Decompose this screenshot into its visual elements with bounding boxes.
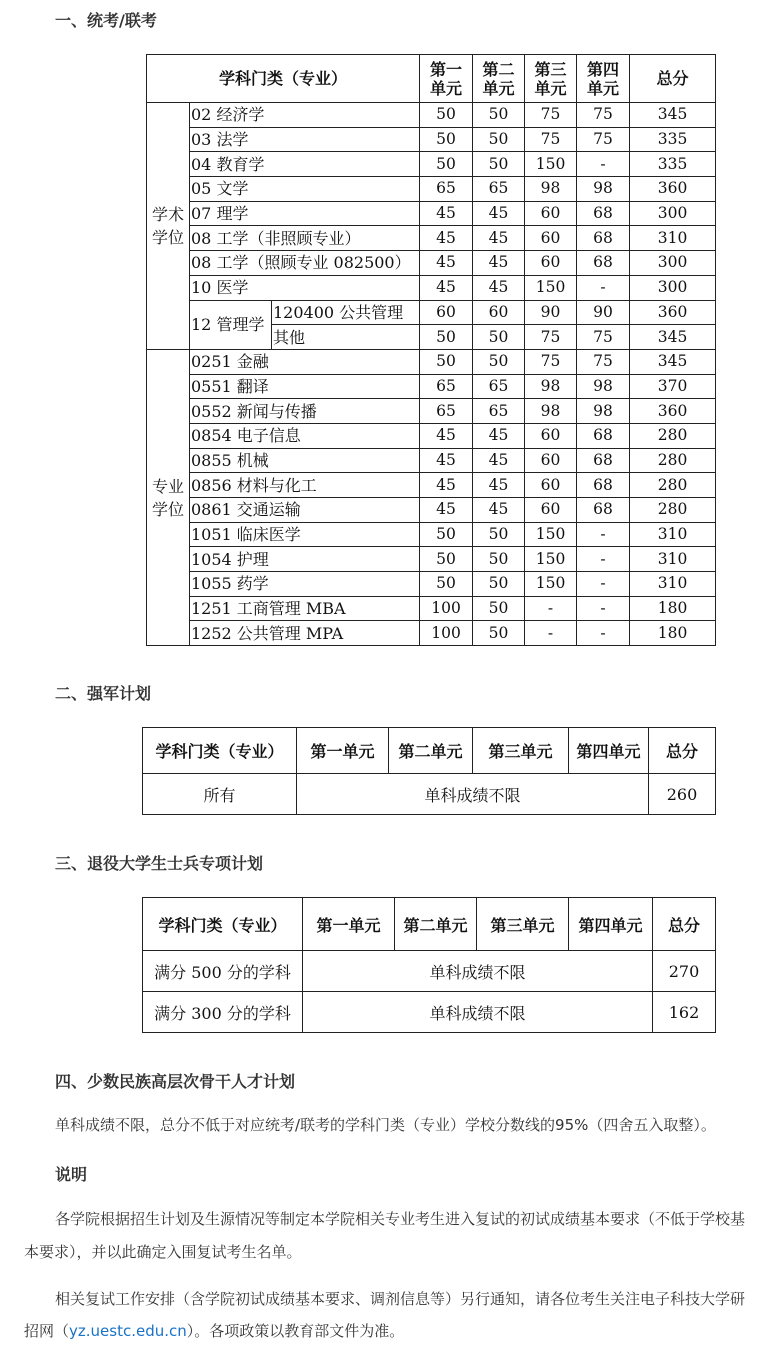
unit-score-cell: 45 — [473, 226, 525, 251]
discipline-cell: 0552 新闻与传播 — [190, 399, 420, 424]
notes-text-pre: 招网（ — [24, 1322, 70, 1340]
total-cell: 345 — [630, 103, 716, 128]
unit-score-cell: 68 — [577, 226, 630, 251]
header-unit4: 第四单元 — [569, 898, 653, 951]
table-row — [147, 103, 716, 128]
discipline-cell: 1252 公共管理 MPA — [190, 621, 420, 646]
section2-heading: 二、强军计划 — [55, 684, 152, 703]
unit-score-cell: 50 — [473, 621, 525, 646]
header-total: 总分 — [630, 55, 716, 103]
total-cell: 280 — [630, 423, 716, 448]
discipline-cell: 03 法学 — [190, 127, 420, 152]
unit-score-cell: 65 — [473, 399, 525, 424]
discipline-cell: 08 工学（照顾专业 082500） — [190, 251, 420, 276]
table-row — [143, 774, 716, 815]
notes-paragraph1-line1: 各学院根据招生计划及生源情况等制定本学院相关专业考生进入复试的初试成绩基本要求（不低于学校基 — [55, 1210, 746, 1228]
discipline-cell: 满分 500 分的学科 — [143, 951, 303, 992]
unit-score-cell: - — [525, 596, 577, 621]
header-unit2: 第二单元 — [395, 898, 477, 951]
total-cell: 300 — [630, 275, 716, 300]
header-unit3: 第三 单元 — [525, 55, 577, 103]
total-cell: 370 — [630, 374, 716, 399]
total-cell: 310 — [630, 572, 716, 597]
veteran-plan-table — [142, 897, 716, 1033]
table-row — [147, 596, 716, 621]
unit-score-cell: 98 — [577, 374, 630, 399]
discipline-cell: 05 文学 — [190, 177, 420, 202]
table-row — [147, 498, 716, 523]
header-discipline: 学科门类（专业） — [143, 898, 303, 951]
unit-score-cell: 60 — [525, 423, 577, 448]
unit-score-cell: 60 — [525, 473, 577, 498]
unit-score-cell: 65 — [420, 399, 473, 424]
discipline-cell: 07 理学 — [190, 201, 420, 226]
total-cell: 335 — [630, 127, 716, 152]
table-header-row — [143, 898, 716, 951]
notes-paragraph2-line2 — [24, 1321, 404, 1341]
unit-score-cell: 60 — [525, 201, 577, 226]
unit-score-cell: 75 — [577, 349, 630, 374]
unit-score-cell: 45 — [420, 498, 473, 523]
total-cell: 180 — [630, 621, 716, 646]
academic-degree-label: 学术学位 — [147, 103, 190, 350]
unit-score-cell: 60 — [525, 498, 577, 523]
total-cell: 310 — [630, 547, 716, 572]
notes-heading: 说明 — [55, 1165, 88, 1184]
header-unit4: 第四 单元 — [577, 55, 630, 103]
total-cell: 162 — [653, 992, 716, 1033]
total-cell: 180 — [630, 596, 716, 621]
unit-score-cell: 50 — [473, 596, 525, 621]
table-row — [147, 127, 716, 152]
unit-score-cell: 75 — [577, 325, 630, 350]
notes-paragraph2-line1: 相关复试工作安排（含学院初试成绩基本要求、调剂信息等）另行通知，请各位考生关注电子科技大学研 — [55, 1290, 746, 1308]
military-plan-table — [142, 727, 716, 815]
discipline-cell: 08 工学（非照顾专业） — [190, 226, 420, 251]
unit-score-cell: 50 — [473, 547, 525, 572]
unit-score-cell: 65 — [420, 177, 473, 202]
unit-score-cell: 45 — [420, 423, 473, 448]
discipline-cell: 1054 护理 — [190, 547, 420, 572]
discipline-cell: 0551 翻译 — [190, 374, 420, 399]
unit-score-cell: 68 — [577, 251, 630, 276]
unit-score-cell: 45 — [420, 201, 473, 226]
unit-score-cell: 45 — [473, 498, 525, 523]
sub-discipline-cell: 120400 公共管理 — [272, 300, 420, 325]
table-header-row — [147, 55, 716, 103]
unit-score-cell: 50 — [420, 152, 473, 177]
discipline-cell: 1051 临床医学 — [190, 522, 420, 547]
unit-score-cell: 68 — [577, 498, 630, 523]
discipline-cell: 0854 电子信息 — [190, 423, 420, 448]
unit-score-cell: 98 — [525, 374, 577, 399]
unit-score-cell: 75 — [525, 325, 577, 350]
unit-score-cell: 98 — [577, 399, 630, 424]
unit-score-cell: - — [577, 596, 630, 621]
table-row — [147, 300, 716, 325]
table-row — [147, 275, 716, 300]
table-row — [147, 251, 716, 276]
unit-score-cell: 68 — [577, 423, 630, 448]
unit-score-cell: 50 — [420, 103, 473, 128]
unit-score-cell: 50 — [473, 152, 525, 177]
unit-score-cell: 50 — [473, 127, 525, 152]
discipline-cell: 04 教育学 — [190, 152, 420, 177]
unit-score-cell: 50 — [473, 103, 525, 128]
table-row — [147, 399, 716, 424]
unit-score-cell: - — [577, 621, 630, 646]
table-row — [147, 374, 716, 399]
table-row — [147, 448, 716, 473]
header-unit3: 第三单元 — [473, 728, 569, 774]
table-row — [143, 951, 716, 992]
total-cell: 360 — [630, 300, 716, 325]
notes-paragraph1-line2: 本要求），并以此确定入围复试考生名单。 — [24, 1243, 302, 1261]
total-cell: 280 — [630, 498, 716, 523]
total-cell: 300 — [630, 201, 716, 226]
header-unit2: 第二 单元 — [473, 55, 525, 103]
unit-note-cell: 单科成绩不限 — [303, 951, 653, 992]
unit-score-cell: 90 — [525, 300, 577, 325]
unit-score-cell: 45 — [420, 251, 473, 276]
unit-score-cell: 60 — [525, 226, 577, 251]
header-discipline: 学科门类（专业） — [143, 728, 297, 774]
unit-score-cell: 98 — [577, 177, 630, 202]
unit-score-cell: 45 — [473, 201, 525, 226]
unit-score-cell: 150 — [525, 547, 577, 572]
unit-score-cell: 98 — [525, 177, 577, 202]
unit-score-cell: 50 — [473, 522, 525, 547]
header-discipline: 学科门类（专业） — [147, 55, 420, 103]
unit-score-cell: 45 — [473, 473, 525, 498]
header-total: 总分 — [653, 898, 716, 951]
header-unit2: 第二单元 — [389, 728, 473, 774]
unit-score-cell: 45 — [473, 275, 525, 300]
unit-score-cell: - — [577, 152, 630, 177]
table-row — [143, 992, 716, 1033]
section4-heading: 四、少数民族高层次骨干人才计划 — [55, 1072, 296, 1091]
header-total: 总分 — [649, 728, 716, 774]
header-unit4: 第四单元 — [569, 728, 649, 774]
total-cell: 300 — [630, 251, 716, 276]
header-unit3: 第三单元 — [477, 898, 569, 951]
total-cell: 360 — [630, 177, 716, 202]
unit-score-cell: - — [525, 621, 577, 646]
table-row — [147, 201, 716, 226]
unit-score-cell: 75 — [577, 103, 630, 128]
unit-score-cell: 68 — [577, 201, 630, 226]
header-unit1: 第一单元 — [303, 898, 395, 951]
unit-score-cell: 75 — [577, 127, 630, 152]
unit-score-cell: 150 — [525, 572, 577, 597]
professional-degree-label: 专业学位 — [147, 349, 190, 645]
unit-score-cell: 60 — [525, 448, 577, 473]
total-cell: 310 — [630, 226, 716, 251]
unit-score-cell: 75 — [525, 103, 577, 128]
total-cell: 345 — [630, 349, 716, 374]
unit-score-cell: 98 — [525, 399, 577, 424]
header-unit1: 第一单元 — [297, 728, 389, 774]
unit-score-cell: 45 — [420, 473, 473, 498]
discipline-cell: 0251 金融 — [190, 349, 420, 374]
table-header-row — [143, 728, 716, 774]
unit-score-cell: 45 — [420, 226, 473, 251]
unit-score-cell: - — [577, 547, 630, 572]
unit-score-cell: 50 — [473, 349, 525, 374]
discipline-cell: 0855 机械 — [190, 448, 420, 473]
unit-score-cell: 50 — [420, 572, 473, 597]
table-row — [147, 572, 716, 597]
unit-score-cell: 150 — [525, 275, 577, 300]
unit-score-cell: 75 — [525, 349, 577, 374]
recruitment-site-link[interactable]: yz.uestc.edu.cn — [69, 1322, 187, 1340]
discipline-cell: 0861 交通运输 — [190, 498, 420, 523]
table-row — [147, 226, 716, 251]
total-cell: 280 — [630, 473, 716, 498]
total-cell: 270 — [653, 951, 716, 992]
table-row — [147, 152, 716, 177]
table-row — [147, 547, 716, 572]
unit-score-cell: - — [577, 522, 630, 547]
section4-text: 单科成绩不限，总分不低于对应统考/联考的学科门类（专业）学校分数线的95%（四舍五入取整）。 — [55, 1116, 716, 1134]
unit-score-cell: 75 — [525, 127, 577, 152]
unit-score-cell: 50 — [420, 325, 473, 350]
total-cell: 280 — [630, 448, 716, 473]
unit-score-cell: 45 — [473, 251, 525, 276]
unit-score-cell: 45 — [473, 448, 525, 473]
unit-score-cell: - — [577, 572, 630, 597]
unit-score-cell: 65 — [420, 374, 473, 399]
unit-score-cell: 45 — [420, 275, 473, 300]
unit-score-cell: 60 — [420, 300, 473, 325]
header-unit1: 第一 单元 — [420, 55, 473, 103]
unit-score-cell: 50 — [473, 572, 525, 597]
unit-score-cell: 50 — [473, 325, 525, 350]
discipline-cell: 1251 工商管理 MBA — [190, 596, 420, 621]
unit-note-cell: 单科成绩不限 — [303, 992, 653, 1033]
table-row — [147, 423, 716, 448]
total-cell: 310 — [630, 522, 716, 547]
unified-exam-table — [146, 54, 716, 646]
unit-score-cell: 65 — [473, 177, 525, 202]
unit-score-cell: 68 — [577, 448, 630, 473]
unit-score-cell: 50 — [420, 349, 473, 374]
unit-score-cell: 60 — [473, 300, 525, 325]
discipline-cell: 所有 — [143, 774, 297, 815]
management-discipline-cell: 12 管理学 — [190, 300, 272, 349]
table-row — [147, 177, 716, 202]
unit-score-cell: 150 — [525, 152, 577, 177]
unit-score-cell: 90 — [577, 300, 630, 325]
section3-heading: 三、退役大学生士兵专项计划 — [55, 854, 264, 873]
unit-note-cell: 单科成绩不限 — [297, 774, 649, 815]
unit-score-cell: 60 — [525, 251, 577, 276]
table-row — [147, 349, 716, 374]
table-row — [147, 621, 716, 646]
unit-score-cell: 100 — [420, 621, 473, 646]
unit-score-cell: 150 — [525, 522, 577, 547]
unit-score-cell: - — [577, 275, 630, 300]
discipline-cell: 满分 300 分的学科 — [143, 992, 303, 1033]
unit-score-cell: 45 — [420, 448, 473, 473]
total-cell: 360 — [630, 399, 716, 424]
discipline-cell: 0856 材料与化工 — [190, 473, 420, 498]
total-cell: 335 — [630, 152, 716, 177]
table-row — [147, 522, 716, 547]
unit-score-cell: 50 — [420, 522, 473, 547]
discipline-cell: 10 医学 — [190, 275, 420, 300]
unit-score-cell: 100 — [420, 596, 473, 621]
section1-heading: 一、统考/联考 — [55, 11, 157, 30]
unit-score-cell: 65 — [473, 374, 525, 399]
table-row — [147, 473, 716, 498]
unit-score-cell: 50 — [420, 547, 473, 572]
total-cell: 345 — [630, 325, 716, 350]
unit-score-cell: 50 — [420, 127, 473, 152]
discipline-cell: 02 经济学 — [190, 103, 420, 128]
discipline-cell: 1055 药学 — [190, 572, 420, 597]
total-cell: 260 — [649, 774, 716, 815]
notes-text-post: ）。各项政策以教育部文件为准。 — [186, 1322, 405, 1340]
unit-score-cell: 45 — [473, 423, 525, 448]
unit-score-cell: 68 — [577, 473, 630, 498]
sub-discipline-cell: 其他 — [272, 325, 420, 350]
